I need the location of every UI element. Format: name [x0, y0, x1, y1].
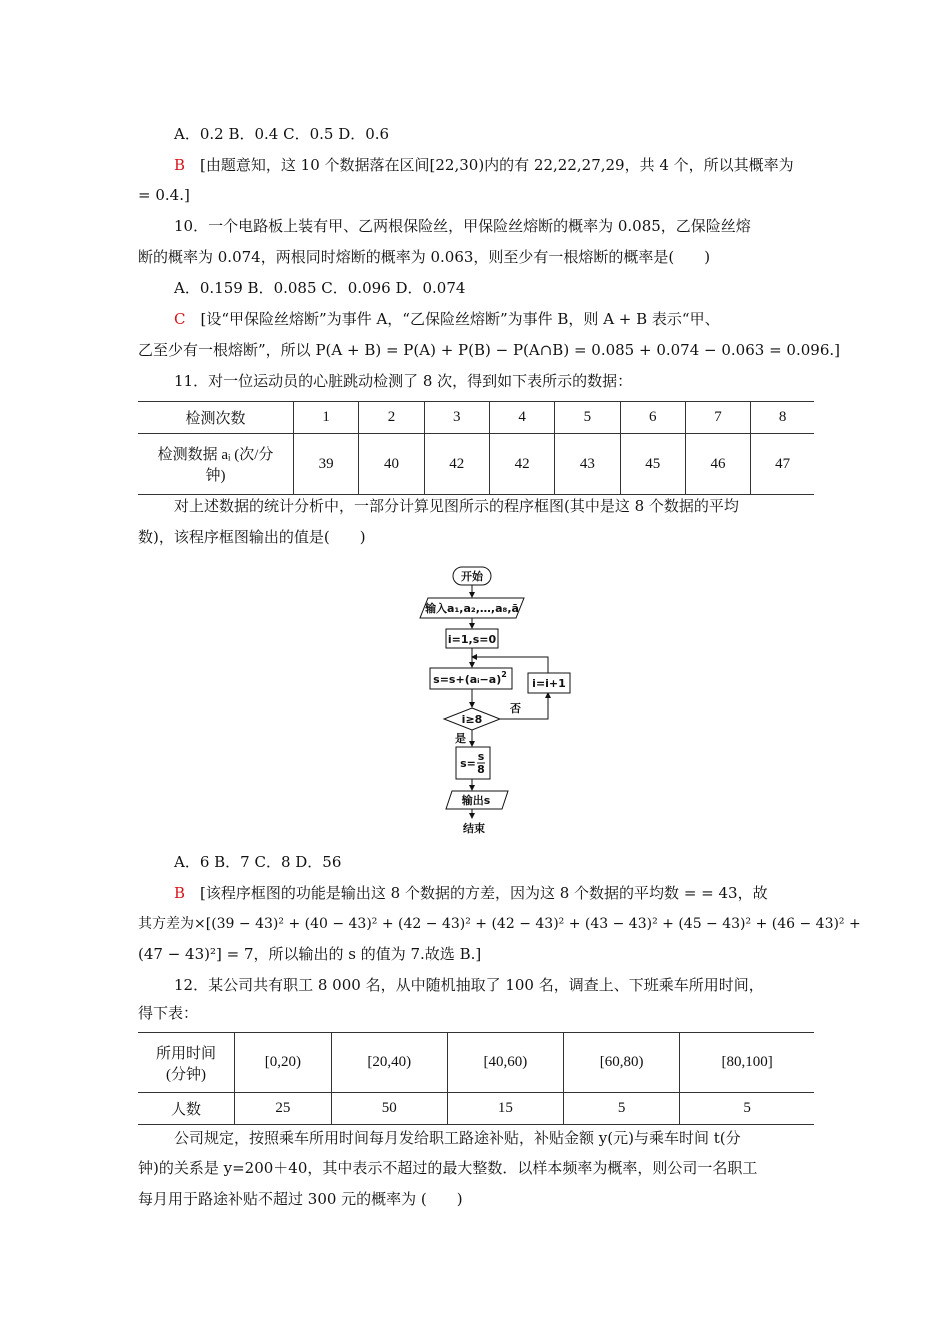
end-label: 结束: [463, 822, 485, 835]
table-cell: 3: [424, 402, 489, 434]
process-label: s=s+(aᵢ−a)$^2$: [433, 670, 507, 686]
table-cell: 7: [685, 402, 750, 434]
increment-label: i=i+1: [532, 677, 566, 690]
table-cell: 25: [235, 1093, 332, 1125]
q12-after-line-1: 公司规定，按照乘车所用时间每月发给职工路途补贴，补贴金额 y(元)与乘车时间 t(分: [174, 1129, 741, 1147]
q11-answer-letter: B: [174, 884, 186, 902]
table-row: [138, 1093, 814, 1125]
table-cell: 42: [424, 434, 489, 495]
table-cell: [60,80): [564, 1033, 680, 1093]
condition-label: i≥8: [461, 713, 483, 726]
q10-explanation-line-1: C [设“甲保险丝熔断”为事件 A，“乙保险丝熔断”为事件 B，则 A + B 表示“甲、: [174, 310, 720, 328]
q9-explanation-line-2: = 0.4.]: [138, 186, 190, 204]
q11-stem: 11．对一位运动员的心脏跳动检测了 8 次，得到如下表所示的数据：: [174, 372, 633, 390]
q11-explanation-line-1: B [该程序框图的功能是输出这 8 个数据的方差，因为这 8 个数据的平均数 = = 43，故: [174, 884, 768, 902]
yes-label: 是: [455, 732, 466, 745]
q10-options: A．0.159 B．0.085 C．0.096 D．0.074: [174, 279, 466, 297]
table-row: [138, 1033, 814, 1093]
table-cell: 6: [620, 402, 685, 434]
table-cell: 40: [359, 434, 424, 495]
q12-after-line-2: 钟)的关系是 y=200＋40，其中表示不超过的最大整数．以样本频率为概率，则公司一名职工: [138, 1159, 758, 1177]
commute-table: [138, 1032, 814, 1125]
table-cell: 42: [489, 434, 554, 495]
table-cell: [40,60): [447, 1033, 563, 1093]
table-cell: 46: [685, 434, 750, 495]
table-cell: 5: [555, 402, 620, 434]
table-cell: [0,20): [235, 1033, 332, 1093]
q10-answer-letter: C: [174, 310, 186, 328]
q10-stem-line-2: 断的概率为 0.074，两根同时熔断的概率为 0.063，则至少有一根熔断的概率是( ): [138, 248, 711, 266]
q11-after-line-1: 对上述数据的统计分析中，一部分计算见图所示的程序框图(其中是这 8 个数据的平均: [174, 497, 739, 515]
output-label: 输出s: [461, 794, 491, 807]
table-row: [138, 402, 814, 434]
q12-stem-line-1: 12．某公司共有职工 8 000 名，从中随机抽取了 100 名，调查上、下班乘车所用时间，: [174, 976, 764, 994]
divide-numerator: s: [477, 750, 485, 763]
table-header-cell: 检测数据 aᵢ (次/分 钟): [157, 447, 274, 484]
table-cell: 47: [751, 434, 814, 495]
divide-label: s=: [460, 757, 476, 770]
table-cell: 5: [564, 1093, 680, 1125]
table-cell: 1: [294, 402, 359, 434]
q10-explanation-line-2: 乙至少有一根熔断”，所以 P(A + B) = P(A) + P(B) − P(A∩B) = 0.085 + 0.074 − 0.063 = 0.096.]: [138, 341, 840, 359]
q11-after-line-2: 数)，该程序框图输出的值是( ): [138, 528, 366, 546]
table-cell: 43: [555, 434, 620, 495]
divide-denominator: 8: [477, 763, 485, 776]
input-label: 输入a₁,a₂,…,a₈,ā: [425, 602, 519, 615]
table-cell: 15: [447, 1093, 563, 1125]
q11-explanation-line-3: (47 − 43)²] = 7，所以输出的 s 的值为 7.故选 B.]: [138, 945, 482, 963]
table-header-cell: 人数: [170, 1102, 201, 1118]
q9-options: A．0.2 B．0.4 C．0.5 D．0.6: [174, 125, 390, 143]
program-flowchart: [400, 562, 600, 842]
table-cell: [80,100]: [680, 1033, 814, 1093]
table-cell: 8: [751, 402, 814, 434]
init-label: i=1,s=0: [447, 633, 497, 646]
table-header-cell: 所用时间 (分钟): [138, 1033, 235, 1093]
q9-explanation-line-1: B [由题意知，这 10 个数据落在区间[22,30)内的有 22,22,27,29，共 4 个，所以其概率为: [174, 156, 794, 174]
heartbeat-table: [138, 401, 814, 495]
table-cell: 2: [359, 402, 424, 434]
q9-answer-letter: B: [174, 156, 186, 174]
q11-explanation-line-2: 其方差为×[(39 − 43)² + (40 − 43)² + (42 − 43)² + (42 − 43)² + (43 − 43)² + (45 − 43)² + (46 − 43)² +: [138, 916, 861, 932]
table-cell: 50: [331, 1093, 447, 1125]
table-cell: [20,40): [331, 1033, 447, 1093]
no-label: 否: [510, 702, 521, 715]
q12-stem-line-2: 得下表：: [138, 1004, 199, 1022]
q10-stem-line-1: 10．一个电路板上装有甲、乙两根保险丝，甲保险丝熔断的概率为 0.085，乙保险丝熔: [174, 217, 751, 235]
start-label: 开始: [461, 570, 483, 583]
table-cell: 45: [620, 434, 685, 495]
table-row: [138, 434, 814, 495]
table-cell: 5: [680, 1093, 814, 1125]
table-cell: 4: [489, 402, 554, 434]
q12-after-line-3: 每月用于路途补贴不超过 300 元的概率为 ( ): [138, 1190, 463, 1208]
table-header-cell: 检测次数: [138, 402, 294, 434]
table-cell: 39: [294, 434, 359, 495]
q11-options: A．6 B．7 C．8 D．56: [174, 853, 342, 871]
